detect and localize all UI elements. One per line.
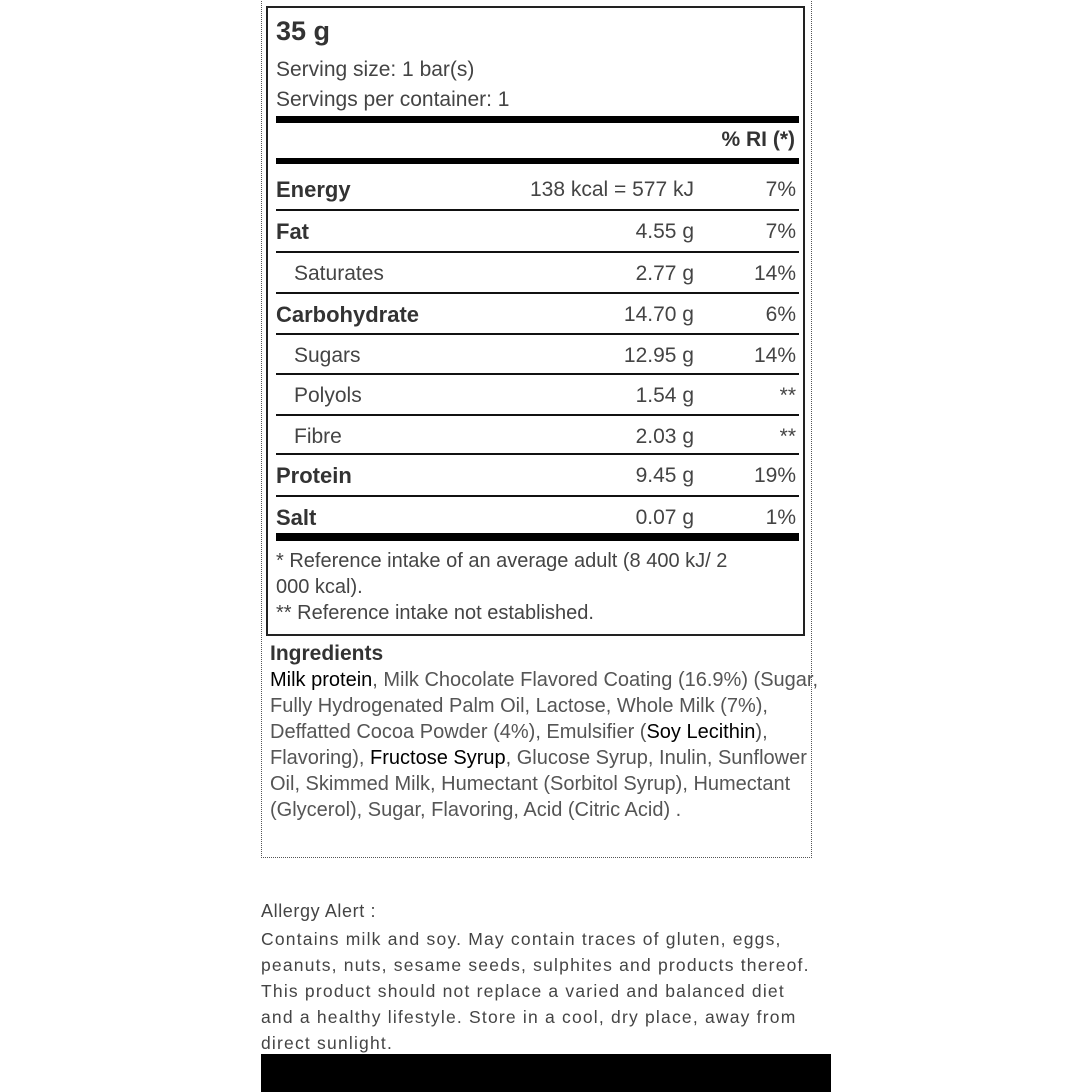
nutrient-ri: 7% [765,220,796,243]
nutrient-value: 2.77 g [635,262,694,285]
nutrient-ri: ** [779,384,796,407]
nutrient-value: 138 kcal = 577 kJ [529,178,694,201]
nutrient-ri: 1% [765,506,796,529]
nutrient-value: 9.45 g [635,464,694,487]
footnote-reference-intake-line1: * Reference intake of an average adult (8 400 kJ/ 2 [276,550,728,572]
thick-divider [276,158,799,164]
ingredient-highlight: Milk protein [270,669,373,691]
thick-divider [276,116,799,123]
black-footer-band [261,1054,831,1092]
nutrient-name: Salt [276,505,317,530]
nutrient-ri: 14% [753,344,796,367]
ingredient-highlight: Fructose Syrup [370,747,506,769]
nutrient-name: Protein [276,463,352,488]
nutrient-row [276,253,799,294]
thick-divider [276,533,799,541]
footnote-not-established: ** Reference intake not established. [276,602,594,624]
nutrient-name: Fibre [294,425,342,448]
ingredient-text-part: , Milk Chocolate Flavored Coating (16.9%) (Sugar, Fully Hydrogenated Palm Oil, Lactose, Whole Milk (7%), Deffatted Cocoa Powder (4%), Emulsifier ( [270,669,819,743]
nutrient-value: 12.95 g [623,344,694,367]
nutrient-name: Fat [276,219,309,244]
nutrition-facts-table [266,6,805,636]
nutrient-row [276,169,799,211]
ingredients-text [270,667,822,823]
nutrient-row [276,497,799,533]
amount-heading: 35 g [276,16,331,46]
nutrient-ri: 6% [765,303,796,326]
allergy-alert-text: Contains milk and soy. May contain traces of gluten, eggs, peanuts, nuts, sesame seeds, sulphites and products thereof. This product should not replace a varied and balanced diet and a healthy lifestyle. Store in a cool, dry place, away from direct sunlight. [261,929,810,1053]
nutrient-ri: ** [779,425,796,448]
nutrient-name: Energy [276,177,351,202]
serving-size: Serving size: 1 bar(s) [276,58,475,81]
ri-column-header: % RI (*) [721,128,795,151]
nutrient-name: Saturates [294,262,384,285]
nutrient-ri: 19% [753,464,796,487]
nutrient-ri: 7% [765,178,796,201]
nutrient-value: 1.54 g [635,384,694,407]
nutrient-row [276,455,799,497]
ingredient-highlight: Soy Lecithin [646,721,756,743]
nutrient-ri: 14% [753,262,796,285]
nutrient-name: Polyols [294,384,362,407]
nutrient-value: 4.55 g [635,220,694,243]
nutrient-name: Carbohydrate [276,302,420,327]
ingredient-text-part: , Glucose Syrup, Inulin, Sunflower Oil, Skimmed Milk, Humectant (Sorbitol Syrup), Humectant (Glycerol), Sugar, Flavoring, Acid (Citric Acid) . [270,747,807,821]
nutrient-row [276,294,799,335]
footnote-reference-intake-line2: 000 kcal). [276,576,363,598]
ingredient-text-part: ), Flavoring), [270,721,768,769]
nutrient-value: 0.07 g [635,506,694,529]
nutrient-row [276,335,799,375]
ingredients-title: Ingredients [270,642,384,665]
nutrient-value: 14.70 g [623,303,694,326]
nutrient-row [276,416,799,455]
allergy-alert-title: Allergy Alert : [261,901,377,921]
nutrient-name: Sugars [294,344,361,367]
nutrient-row [276,211,799,253]
nutrient-value: 2.03 g [635,425,694,448]
servings-per-container: Servings per container: 1 [276,88,510,111]
nutrient-row [276,375,799,416]
